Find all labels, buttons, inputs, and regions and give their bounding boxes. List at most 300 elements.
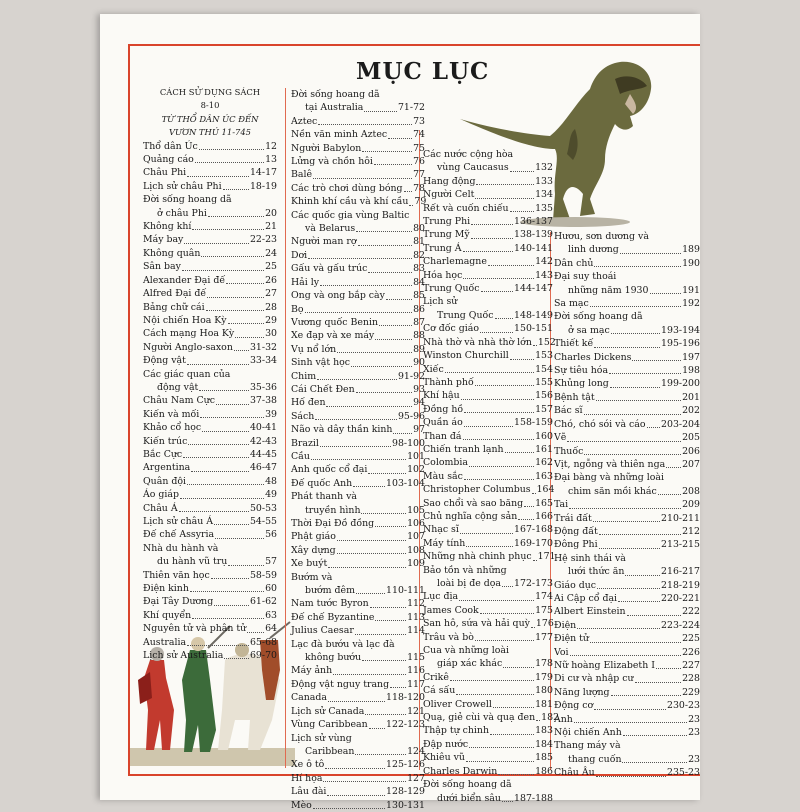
toc-entry-title: loài bị đe dọa — [437, 578, 501, 589]
toc-page-number: 175 — [535, 604, 553, 616]
toc-page-number: 112 — [407, 598, 425, 610]
toc-leader-dots — [361, 513, 406, 514]
toc-leader-dots — [464, 426, 513, 427]
toc-entry-title: Charlemagne — [423, 256, 487, 268]
toc-entry — [291, 571, 425, 584]
toc-leader-dots — [584, 414, 682, 415]
toc-page-number: 209 — [682, 499, 700, 511]
toc-page-number: 165 — [535, 497, 553, 509]
toc-entry — [143, 207, 277, 220]
toc-entry-title: Anh quốc cổ đại — [291, 464, 368, 476]
toc-entry-title: tại Australia — [305, 102, 364, 114]
toc-page-number: 18-19 — [249, 180, 277, 192]
toc-leader-dots — [187, 484, 264, 485]
toc-leader-dots — [590, 642, 681, 643]
toc-leader-dots — [503, 667, 534, 668]
toc-entry — [423, 430, 553, 443]
toc-page-number: 37-38 — [249, 395, 277, 407]
toc-entry — [143, 622, 277, 635]
toc-page-number: 64 — [265, 623, 277, 635]
toc-page-number: 103-104 — [386, 477, 425, 489]
toc-entry — [291, 155, 425, 168]
toc-leader-dots — [502, 586, 513, 587]
toc-entry-title: Gấu và gấu trúc — [291, 263, 368, 275]
toc-entry-title: Voi — [554, 646, 569, 658]
toc-page-number: 35-36 — [249, 381, 277, 393]
toc-leader-dots — [317, 379, 397, 380]
toc-leader-dots — [445, 372, 534, 373]
toc-entry-title: Các trò chơi dùng bóng — [291, 182, 403, 194]
toc-entry — [291, 115, 425, 128]
toc-entry — [143, 274, 277, 287]
toc-entry — [423, 376, 553, 389]
toc-entry-title: Người man rợ — [291, 236, 357, 248]
toc-leader-dots — [666, 467, 681, 468]
toc-entry — [291, 410, 425, 423]
toc-page-number: 176 — [535, 618, 554, 630]
toc-leader-dots — [216, 404, 249, 405]
toc-leader-dots — [656, 668, 681, 669]
toc-page-number: 127 — [407, 772, 425, 784]
toc-leader-dots — [459, 600, 534, 601]
toc-page-number: 23 — [688, 713, 700, 725]
toc-entry-title: Đông Phi — [554, 539, 598, 551]
toc-entry-title: vùng Caucasus — [437, 162, 509, 174]
toc-page-number: 23 — [688, 727, 700, 739]
toc-entry-title: Tai — [554, 499, 569, 511]
toc-leader-dots — [463, 439, 535, 440]
toc-heading — [143, 99, 277, 112]
toc-leader-dots — [650, 293, 682, 294]
toc-entry-title: Khí hậu — [423, 390, 460, 402]
toc-page-number: 88 — [413, 330, 425, 342]
toc-entry — [554, 538, 700, 551]
toc-page-number: 182 — [541, 712, 560, 724]
toc-entry-title: Sự tiêu hóa — [554, 365, 609, 377]
toc-entry — [423, 269, 553, 282]
toc-entry — [143, 582, 277, 595]
toc-page-number: 172-173 — [514, 578, 553, 589]
toc-page-number: 210-211 — [661, 512, 700, 524]
toc-entry-title: Cua và những loài — [423, 645, 510, 657]
toc-entry — [143, 502, 277, 515]
toc-entry — [423, 671, 553, 684]
toc-leader-dots — [191, 471, 249, 472]
toc-entry-title: Brazil — [291, 437, 319, 449]
toc-entry-title: TỪ THỔ DÂN ÚC ĐẾN — [161, 113, 259, 124]
toc-entry-title: không bướu — [305, 652, 362, 664]
toc-column-2 — [291, 88, 425, 812]
toc-entry-title: Nữ hoàng Elizabeth I — [554, 660, 655, 671]
toc-leader-dots — [192, 618, 264, 619]
toc-page-number: 179 — [535, 671, 553, 683]
toc-leader-dots — [627, 615, 682, 616]
toc-page-number: 133 — [535, 175, 553, 187]
toc-leader-dots — [223, 189, 249, 190]
toc-leader-dots — [208, 216, 264, 217]
toc-entry-title: du hành vũ trụ — [157, 556, 228, 568]
toc-entry-title: dưới biển sâu — [437, 792, 501, 804]
toc-entry-title: Não và dây thần kinh — [291, 424, 393, 436]
toc-entry-title: Lịch sử châu Phi — [143, 180, 222, 192]
toc-page-number: 220-221 — [661, 592, 700, 604]
toc-leader-dots — [180, 498, 264, 499]
toc-entry — [554, 552, 700, 565]
toc-leader-dots — [337, 352, 412, 353]
toc-page-number: 197 — [682, 351, 700, 363]
toc-leader-dots — [510, 171, 534, 172]
toc-leader-dots — [192, 229, 264, 230]
toc-entry — [291, 128, 425, 141]
toc-entry — [143, 528, 277, 541]
toc-leader-dots — [469, 466, 534, 467]
toc-leader-dots — [390, 687, 406, 688]
toc-entry — [143, 555, 277, 568]
toc-entry — [143, 488, 277, 501]
toc-leader-dots — [305, 312, 413, 313]
toc-entry — [554, 525, 700, 538]
toc-entry-title: lưới thức ăn — [568, 566, 625, 578]
toc-entry-title: Sa mạc — [554, 298, 589, 310]
toc-page-number: 216-217 — [661, 566, 700, 578]
toc-page-number: 128-129 — [386, 786, 425, 798]
toc-entry-title: Quân đội — [143, 475, 186, 487]
toc-entry — [423, 309, 553, 322]
toc-entry — [423, 765, 553, 778]
toc-page-number: 148-149 — [514, 309, 553, 321]
toc-entry — [143, 368, 277, 381]
toc-entry — [291, 678, 425, 691]
toc-page-number: 229 — [682, 686, 700, 698]
toc-entry — [291, 276, 425, 289]
toc-leader-dots — [594, 347, 660, 348]
toc-leader-dots — [228, 323, 264, 324]
toc-entry-title: Chủ nghĩa cộng sản — [423, 510, 518, 522]
toc-entry-title: Than đá — [423, 430, 462, 442]
toc-entry-title: Đế quốc Anh — [291, 477, 353, 489]
toc-entry-title: Đời sống hoang dã — [423, 779, 512, 791]
toc-leader-dots — [308, 258, 412, 259]
toc-entry-title: những năm 1930 — [568, 284, 649, 296]
toc-entry-title: Nền văn minh Aztec — [291, 129, 388, 141]
toc-leader-dots — [368, 473, 406, 474]
toc-leader-dots — [313, 808, 385, 809]
toc-entry — [554, 324, 700, 337]
toc-entry — [143, 421, 277, 434]
toc-entry — [423, 349, 553, 362]
toc-entry — [423, 644, 553, 657]
toc-entry — [291, 691, 425, 704]
toc-entry — [143, 609, 277, 622]
toc-leader-dots — [375, 526, 406, 527]
toc-entry — [423, 510, 553, 523]
toc-entry — [291, 101, 425, 114]
toc-page-number: 113 — [407, 611, 425, 623]
toc-entry-title: Xây dựng — [291, 544, 336, 556]
toc-entry-title: Lịch sử Australia — [143, 650, 224, 662]
toc-entry-title: Đập nước — [423, 738, 469, 750]
toc-page-number: 13 — [265, 154, 277, 166]
toc-page-number: 31-32 — [249, 341, 277, 353]
toc-page-number: 155 — [535, 376, 553, 388]
toc-entry-title: Khiêu vũ — [423, 752, 465, 764]
toc-entry-title: Máy tính — [423, 537, 466, 549]
toc-entry — [554, 512, 700, 525]
toc-entry — [143, 341, 277, 354]
toc-heading — [143, 113, 277, 126]
toc-entry — [291, 329, 425, 342]
toc-entry — [423, 483, 553, 496]
toc-leader-dots — [569, 508, 681, 509]
toc-entry-title: Khí quyển — [143, 609, 192, 621]
toc-leader-dots — [635, 682, 682, 683]
toc-page-number: 213-215 — [661, 539, 700, 551]
toc-entry-title: Châu Nam Cực — [143, 395, 215, 407]
toc-page-number: 227 — [682, 660, 700, 671]
toc-page-number: 84 — [413, 276, 425, 288]
toc-page-number: 161 — [535, 443, 553, 455]
toc-page-number: 57 — [265, 556, 277, 568]
toc-page-number: 50-53 — [249, 502, 277, 514]
toc-page-number: 132 — [535, 162, 553, 174]
toc-entry-title: ở châu Phi — [157, 207, 207, 219]
toc-page-number: 76 — [413, 156, 425, 168]
toc-entry — [291, 303, 425, 316]
toc-leader-dots — [597, 588, 660, 589]
toc-entry-title: Bảng chữ cái — [143, 301, 205, 313]
toc-entry — [423, 537, 553, 550]
toc-entry — [291, 732, 425, 745]
toc-entry-title: Các giác quan của — [143, 368, 231, 380]
toc-leader-dots — [594, 709, 666, 710]
toc-leader-dots — [353, 486, 385, 487]
toc-entry-title: Phật giáo — [291, 531, 336, 543]
toc-page-number: 27 — [265, 288, 277, 300]
toc-entry — [423, 322, 553, 335]
toc-column-4 — [554, 230, 700, 780]
toc-entry-title: Quần áo — [423, 417, 463, 429]
toc-entry — [423, 738, 553, 751]
toc-entry — [554, 458, 700, 471]
toc-entry — [423, 403, 553, 416]
toc-entry — [554, 619, 700, 632]
toc-entry-title: Màu sắc — [423, 470, 463, 482]
toc-entry — [554, 310, 700, 323]
toc-entry — [554, 471, 700, 484]
toc-entry-title: Lịch sử Canada — [291, 705, 365, 717]
toc-leader-dots — [471, 238, 513, 239]
toc-entry — [291, 168, 425, 181]
toc-page-number: 74 — [413, 129, 425, 141]
toc-leader-dots — [214, 524, 249, 525]
toc-leader-dots — [532, 493, 536, 494]
toc-entry-title: Rết và cuốn chiếu — [423, 202, 509, 214]
toc-entry — [291, 785, 425, 798]
toc-entry — [291, 450, 425, 463]
toc-entry — [143, 461, 277, 474]
toc-page-number: 171 — [537, 551, 556, 563]
toc-page-number: 28 — [265, 301, 277, 313]
page-title: MỤC LỤC — [356, 58, 490, 85]
toc-entry-title: Ai Cập cổ đại — [554, 592, 618, 604]
toc-entry — [423, 604, 553, 617]
toc-entry — [291, 490, 425, 503]
toc-entry — [143, 180, 277, 193]
toc-entry-title: 8-10 — [200, 100, 220, 111]
toc-leader-dots — [211, 578, 249, 579]
toc-page-number: 85 — [413, 290, 425, 302]
toc-leader-dots — [207, 297, 264, 298]
toc-page-number: 138-139 — [514, 229, 553, 241]
toc-entry-title: Thổ dân Úc — [143, 140, 198, 152]
toc-entry-title: Khủng long — [554, 378, 609, 390]
toc-page-number: 118-120 — [386, 692, 425, 704]
toc-entry-title: Hố đen — [291, 397, 326, 409]
toc-page-number: 157 — [535, 403, 553, 415]
toc-entry — [554, 377, 700, 390]
toc-page-number: 106 — [407, 518, 425, 529]
toc-entry-title: Thuốc — [554, 445, 584, 457]
toc-entry-title: chim săn mồi khác — [568, 485, 657, 497]
toc-leader-dots — [502, 801, 513, 802]
toc-entry-title: Năng lượng — [554, 686, 610, 698]
toc-entry — [291, 584, 425, 597]
toc-page-number: 20 — [265, 207, 277, 219]
toc-page-number: 94 — [413, 397, 425, 409]
toc-entry — [291, 557, 425, 570]
toc-page-number: 212 — [682, 525, 700, 537]
toc-leader-dots — [337, 553, 406, 554]
toc-page-number: 25 — [265, 261, 277, 273]
toc-page-number: 71-72 — [397, 102, 425, 114]
toc-page-number: 115 — [407, 652, 425, 664]
toc-page-number: 195-196 — [661, 338, 700, 350]
toc-heading — [143, 126, 277, 139]
toc-leader-dots — [505, 452, 535, 453]
toc-entry-title: động vật — [157, 381, 199, 393]
toc-entry — [554, 364, 700, 377]
toc-leader-dots — [325, 768, 385, 769]
toc-page-number: 49 — [265, 489, 277, 501]
toc-page-number: 108 — [407, 544, 425, 556]
toc-entry-title: Quảng cáo — [143, 154, 194, 166]
toc-page-number: 83 — [413, 263, 425, 275]
toc-entry-title: Đời sống hoang dã — [291, 89, 380, 100]
toc-entry — [554, 404, 700, 417]
toc-leader-dots — [510, 211, 535, 212]
toc-page-number: 228 — [682, 673, 700, 685]
toc-page-number: 169-170 — [514, 537, 553, 549]
toc-entry-title: Sinh vật học — [291, 357, 351, 369]
toc-entry — [423, 564, 553, 577]
toc-leader-dots — [493, 707, 534, 708]
toc-page-number: 163 — [535, 470, 553, 482]
toc-entry-title: Nam tước Byron — [291, 598, 369, 610]
toc-leader-dots — [620, 253, 681, 254]
toc-entry-title: Alexander Đại đế — [143, 274, 226, 286]
toc-entry — [143, 475, 277, 488]
toc-leader-dots — [498, 774, 534, 775]
toc-entry-title: Sách — [291, 410, 315, 422]
toc-entry-title: Chiến tranh lạnh — [423, 443, 504, 455]
toc-entry — [291, 142, 425, 155]
toc-entry-title: Các quốc gia vùng Baltic — [291, 209, 410, 221]
toc-entry — [143, 287, 277, 300]
toc-page-number: 186 — [535, 765, 553, 777]
toc-entry — [423, 497, 553, 510]
toc-entry-title: Bác sĩ — [554, 405, 583, 417]
toc-entry-title: Vịt, ngỗng và thiên nga — [554, 458, 666, 470]
toc-entry — [423, 550, 556, 563]
toc-entry-title: Áo giáp — [143, 489, 179, 501]
toc-entry-title: Đời sống hoang dã — [554, 311, 643, 323]
toc-entry-title: Đế chế Assyria — [143, 529, 215, 541]
toc-entry-title: Hải ly — [291, 276, 320, 288]
toc-entry — [291, 517, 425, 530]
toc-entry-title: Kiến và mối — [143, 408, 200, 420]
toc-entry — [291, 396, 425, 409]
toc-entry-title: Aztec — [291, 115, 318, 127]
toc-leader-dots — [584, 454, 681, 455]
toc-entry-title: Xe ô tô — [291, 759, 325, 771]
toc-entry — [423, 228, 553, 241]
toc-entry — [423, 215, 553, 228]
toc-entry — [143, 153, 277, 166]
toc-entry — [423, 657, 553, 670]
toc-entry — [143, 260, 277, 273]
toc-entry — [554, 672, 700, 685]
toc-entry-title: Winston Churchill — [423, 350, 509, 362]
toc-entry-title: Thiết kế — [554, 338, 594, 350]
toc-entry — [423, 282, 553, 295]
toc-leader-dots — [356, 231, 412, 232]
toc-page-number: 69-70 — [249, 650, 277, 662]
toc-entry-title: Trung Phi — [423, 216, 471, 228]
toc-entry-title: Vương quốc Benin — [291, 316, 378, 328]
toc-page-number: 153 — [535, 350, 553, 362]
toc-page-number: 102 — [407, 464, 425, 476]
toc-entry — [423, 523, 553, 536]
toc-page-number: 143 — [535, 269, 553, 281]
toc-page-number: 105 — [407, 504, 425, 516]
toc-leader-dots — [533, 345, 537, 346]
toc-entry-title: giáp xác khác — [437, 658, 503, 670]
toc-entry — [423, 255, 553, 268]
toc-entry-title: Julius Caesar — [291, 625, 354, 637]
toc-entry — [554, 739, 700, 752]
toc-page-number: 205 — [682, 432, 700, 444]
toc-page-number: 86 — [413, 303, 425, 315]
toc-entry — [423, 363, 553, 376]
toc-entry — [291, 383, 425, 396]
toc-leader-dots — [234, 350, 249, 351]
toc-page-number: 61-62 — [249, 596, 277, 608]
toc-leader-dots — [356, 593, 385, 594]
toc-leader-dots — [215, 538, 264, 539]
toc-leader-dots — [593, 521, 660, 522]
toc-entry — [423, 242, 553, 255]
toc-entry-title: Động vật nguy trang — [291, 678, 390, 690]
toc-entry — [143, 301, 277, 314]
toc-entry — [291, 799, 425, 812]
toc-page-number: 125-126 — [386, 759, 425, 771]
toc-entry — [291, 651, 425, 664]
toc-entry-title: Trái đất — [554, 512, 592, 524]
toc-leader-dots — [464, 479, 534, 480]
toc-entry — [423, 295, 553, 308]
toc-entry — [423, 336, 556, 349]
toc-entry-title: Nhà du hành và — [143, 542, 219, 554]
